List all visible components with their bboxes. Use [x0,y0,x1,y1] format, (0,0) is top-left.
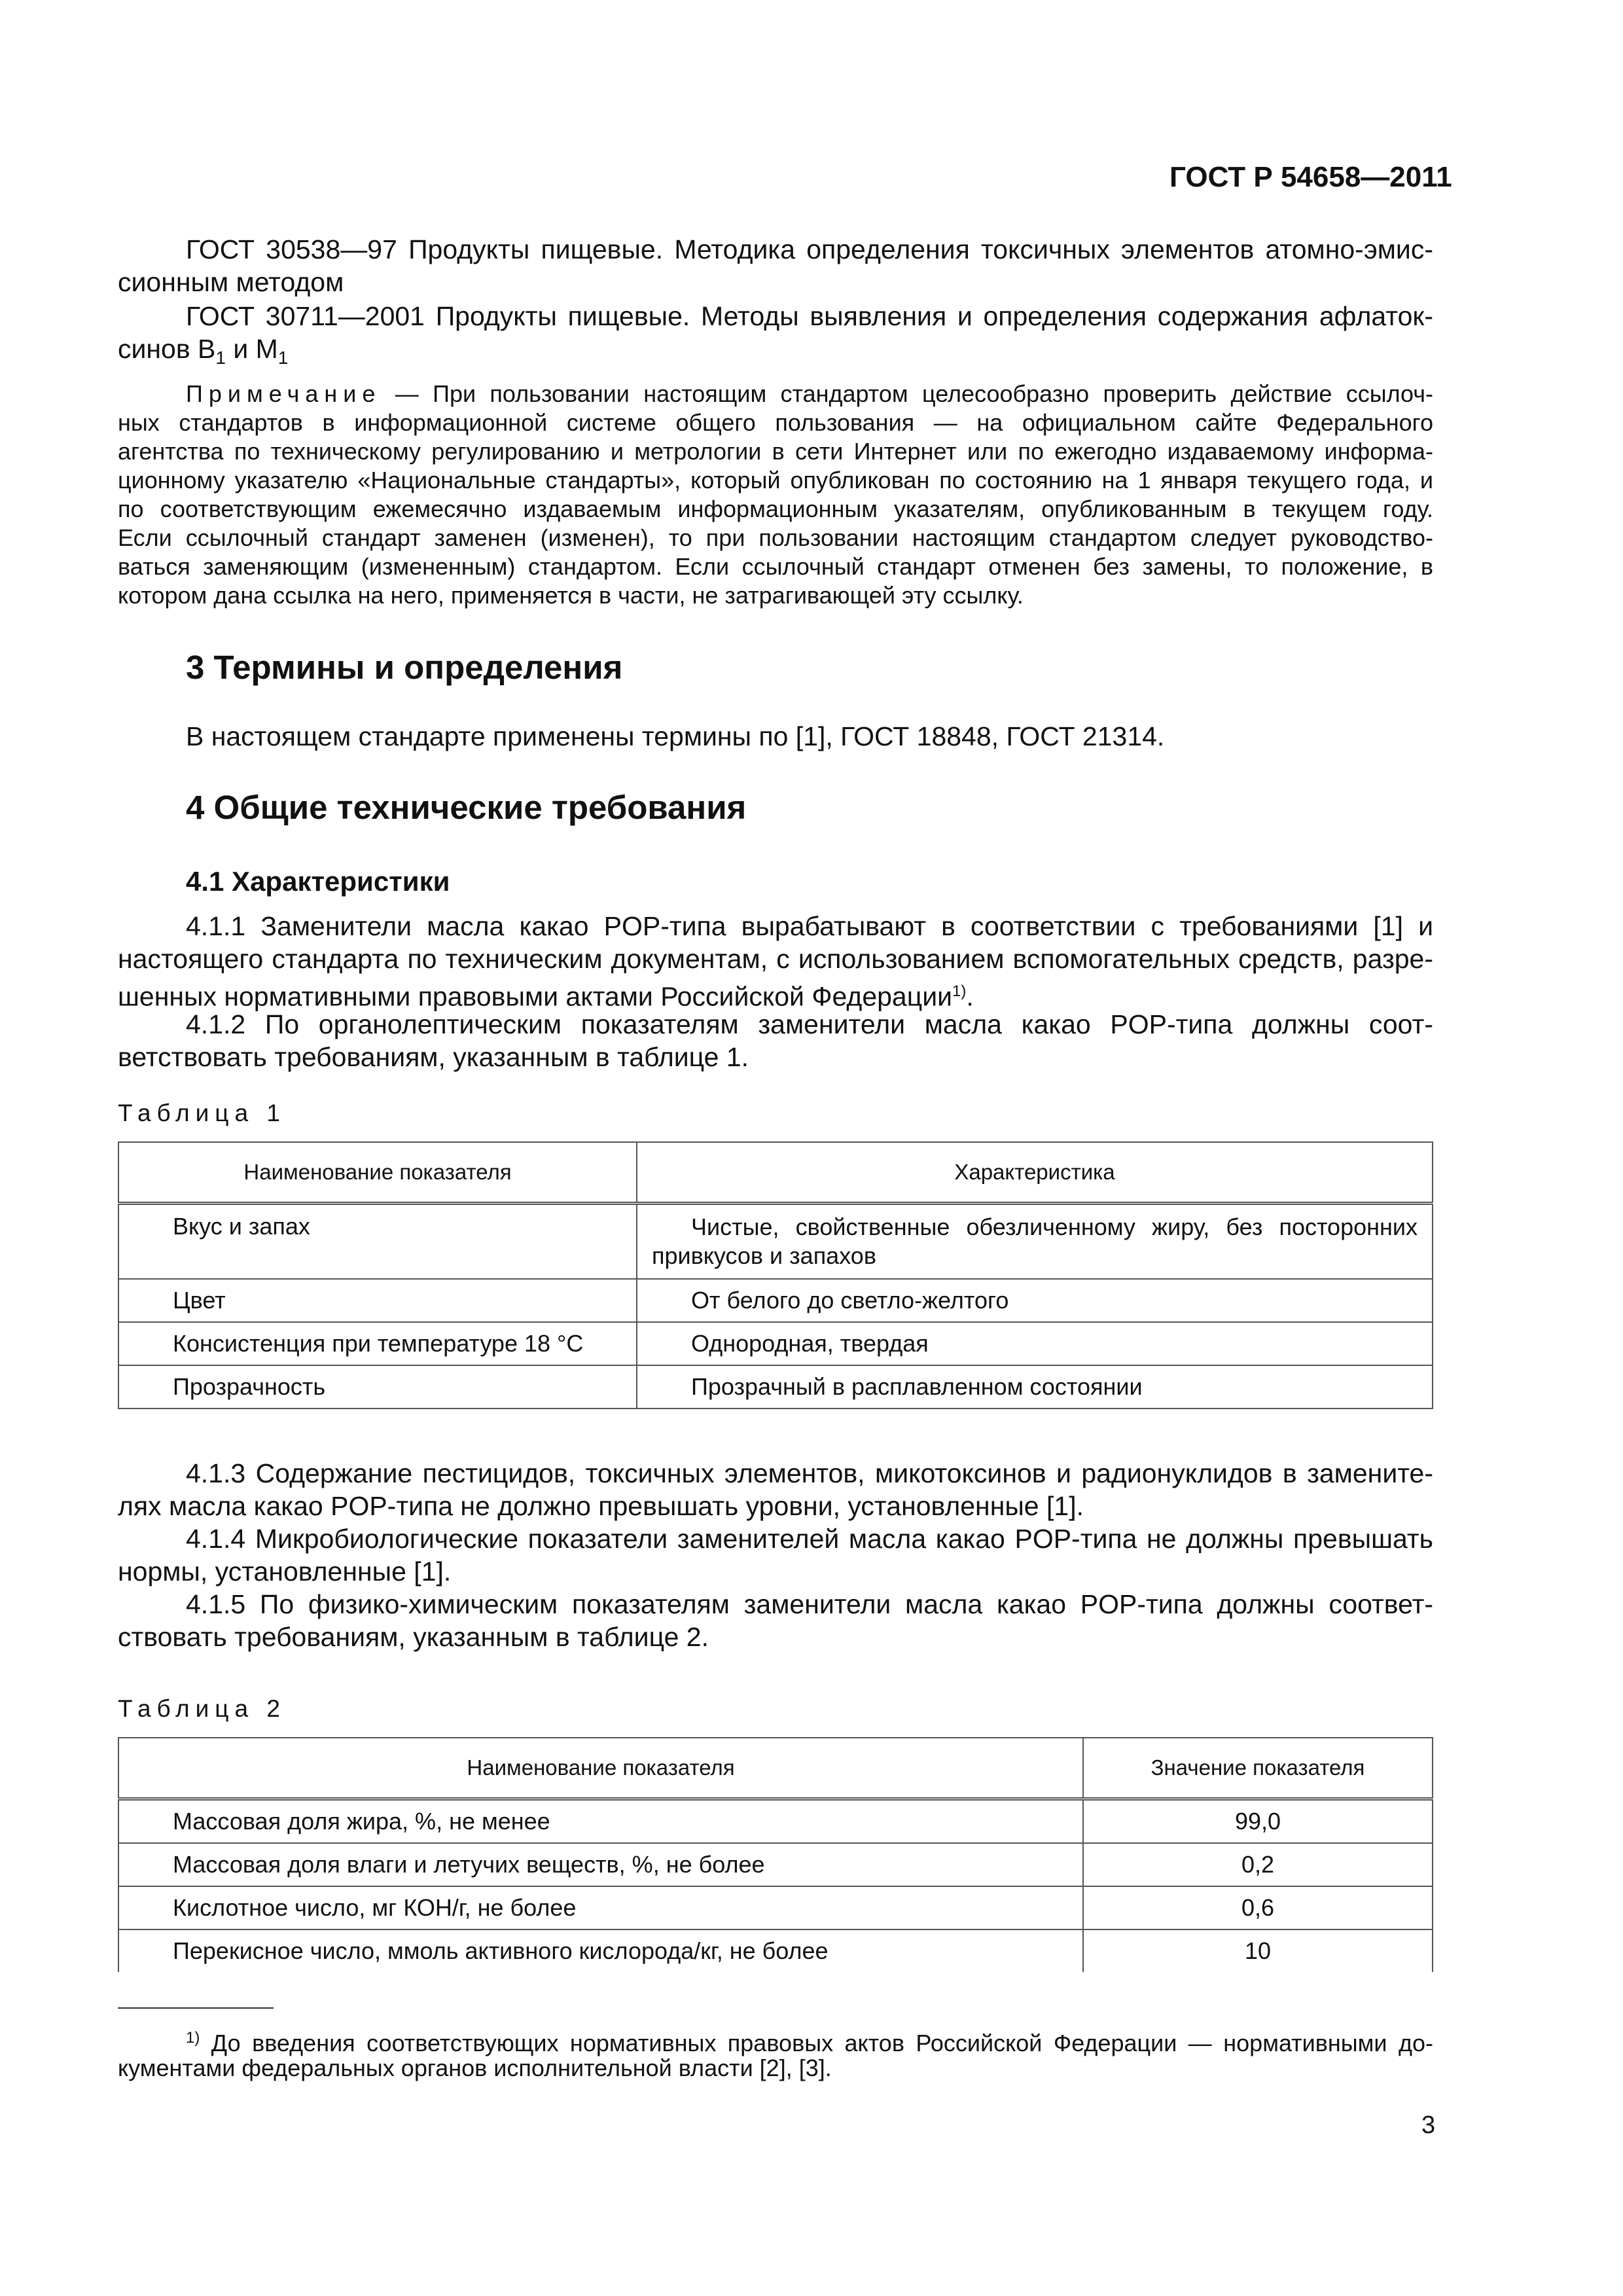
table-cell: Однородная, твердая [637,1322,1433,1365]
table-row [118,1365,1433,1408]
footnote-separator [118,2007,274,2009]
section-3-text: В настоящем стандарте применены термины по [1], ГОСТ 18848, ГОСТ 21314. [186,721,1165,751]
footnote: кументами федеральных органов исполнительной власти [2], [3]. [118,2054,832,2081]
paragraph-4-1-5: 4.1.5 По физико-химическим показателям заменители масла какао POP-типа должны соответ- [186,1589,1433,1619]
footnote-reference: 1) [952,982,967,1000]
table-row [118,1204,1433,1280]
table-row [118,1929,1433,1972]
table-row [118,1843,1433,1886]
table-row [118,1799,1433,1844]
ref-line: синов $В_1$ и $М_1$ [118,334,289,368]
table-header-cell: Наименование показателя [118,1142,637,1204]
section-3-heading: 3 Термины и определения [186,649,623,686]
table-1-label: Таблица 1 [118,1100,286,1126]
footnote: $^{1)}$ До введения соответствующих нормативных правовых актов Российской Федерации — нормативными до- [186,2029,1433,2056]
section-4-heading: 4 Общие технические требования [186,789,747,826]
table-header-cell: Наименование показателя [118,1738,1083,1799]
table-cell: Кислотное число, мг КОН/г, не более [118,1886,1083,1929]
note-line: котором дана ссылка на него, применяется в части, не затрагивающей эту ссылку. [118,582,1024,609]
paragraph-4-1-4: нормы, установленные [1]. [118,1556,452,1587]
table-cell: 0,2 [1083,1843,1433,1886]
table-cell: Прозрачность [118,1365,637,1408]
paragraph-4-1-2: ветствовать требованиям, указанным в таблице 1. [118,1042,749,1072]
table-cell: 99,0 [1083,1799,1433,1844]
table-2 [118,1737,1433,1972]
table-cell: Перекисное число, ммоль активного кислорода/кг, не более [118,1929,1083,1972]
standard-code-header: ГОСТ Р 54658—2011 [1169,161,1452,193]
paragraph-4-1-2: 4.1.2 По органолептическим показателям заменители масла какао POP-типа должны соот- [186,1009,1433,1039]
note-line: ных стандартов в информационной системе общего пользования — на официальном сайте Федерального [118,409,1433,436]
table-row [118,1886,1433,1929]
table-header-cell: Характеристика [637,1142,1433,1204]
ref-line: сионным методом [118,267,344,297]
table-cell: Цвет [118,1279,637,1322]
table-cell: 0,6 [1083,1886,1433,1929]
paragraph-4-1-1: настоящего стандарта по техническим документам, с использованием вспомогательных средств, разре- [118,944,1433,974]
page-number: 3 [1421,2111,1436,2139]
table-1 [118,1141,1433,1409]
paragraph-4-1-4: 4.1.4 Микробиологические показатели заменителей масла какао POP-типа не должны превышать [186,1524,1433,1554]
table-cell: Массовая доля жира, %, не менее [118,1799,1083,1844]
paragraph-4-1-1: 4.1.1 Заменители масла какао POP-типа вырабатывают в соответствии с требованиями [1] и [186,911,1433,941]
note-line: агентства по техническому регулированию и метрологии в сети Интернет или по ежегодно издаваемому информа- [118,438,1433,465]
table-cell: 10 [1083,1929,1433,1972]
note-line: по соответствующим ежемесячно издаваемым информационным указателям, опубликованным в текущем году. [118,495,1433,522]
table-cell: Вкус и запах [118,1204,637,1280]
table-row [118,1279,1433,1322]
table-cell: Чистые, свойственные обезличенному жиру, без посторонних привкусов и запахов [637,1204,1433,1280]
table-cell: Массовая доля влаги и летучих веществ, %, не более [118,1843,1083,1886]
table-row [118,1322,1433,1365]
ref-line: ГОСТ 30538—97 Продукты пищевые. Методика определения токсичных элементов атомно-эмис- [186,234,1433,264]
paragraph-4-1-3: лях масла какао POP-типа не должно превышать уровни, установленные [1]. [118,1491,1084,1521]
subsection-4-1-heading: 4.1 Характеристики [186,866,450,897]
table-header-cell: Значение показателя [1083,1738,1433,1799]
footnote-marker: 1) [186,2029,200,2047]
note-label: Примечание [186,380,382,407]
table-cell: От белого до светло-желтого [637,1279,1433,1322]
note-line: ваться заменяющим (измененным) стандартом. Если ссылочный стандарт отменен без замены, то положение, в [118,553,1433,580]
note-line: Если ссылочный стандарт заменен (изменен), то при пользовании настоящим стандартом следует руководство- [118,524,1433,551]
paragraph-4-1-5: ствовать требованиям, указанным в таблице 2. [118,1622,709,1652]
table-cell: Прозрачный в расплавленном состоянии [637,1365,1433,1408]
table-cell: Консистенция при температуре 18 °С [118,1322,637,1365]
ref-line: ГОСТ 30711—2001 Продукты пищевые. Методы выявления и определения содержания афлаток- [186,301,1433,331]
table-2-label: Таблица 2 [118,1695,286,1722]
note-line: Примечание — При пользовании настоящим стандартом целесообразно проверить действие ссылоч- [186,380,1433,407]
paragraph-4-1-3: 4.1.3 Содержание пестицидов, токсичных элементов, микотоксинов и радионуклидов в замените- [186,1458,1433,1488]
note-line: ционному указателю «Национальные стандарты», который опубликован по состоянию на 1 января текущего года, и [118,467,1433,493]
paragraph-4-1-1: шенных нормативными правовыми актами Российской Федерации$^{1)}$. [118,981,974,1012]
